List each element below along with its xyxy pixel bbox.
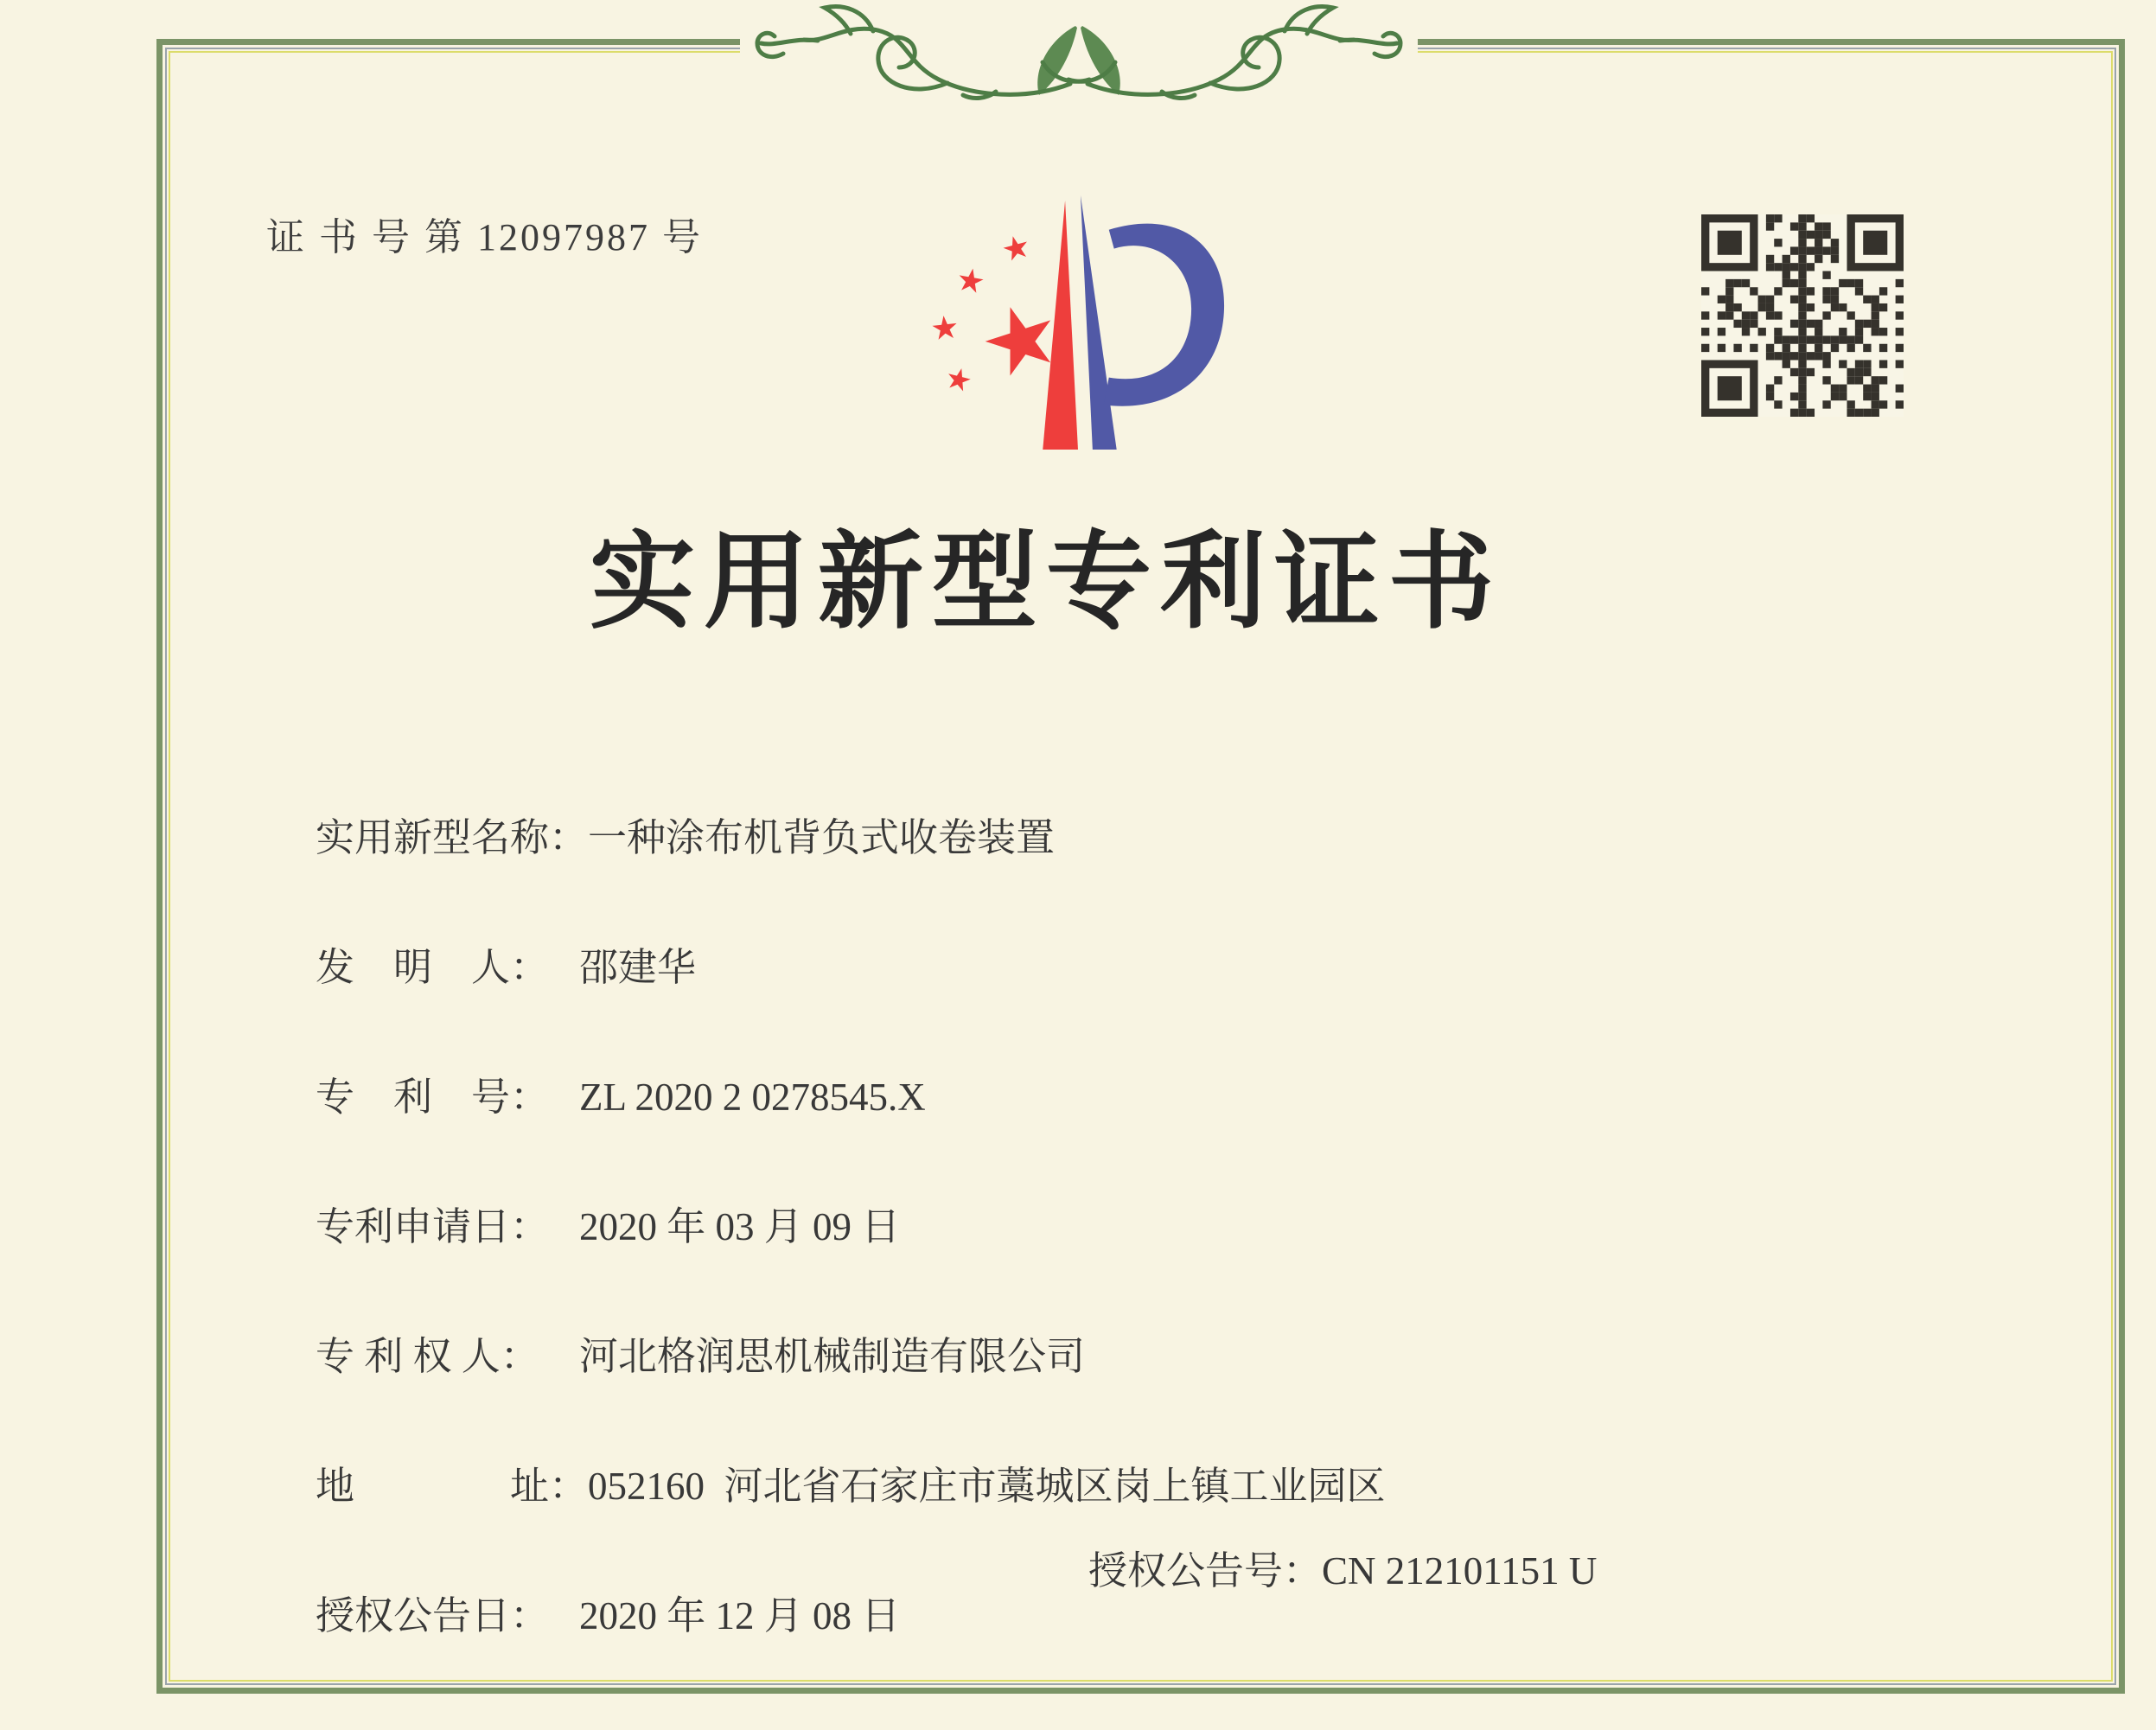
field-row-inventor — [277, 891, 2006, 1020]
field-row-filing-date — [277, 1150, 2006, 1280]
field-label: 实用新型名称： — [316, 816, 589, 859]
field-label: 专 利 权 人： — [316, 1335, 539, 1378]
field-row-name — [277, 761, 2006, 891]
certificate-fields — [277, 761, 2006, 1669]
field-value: 河北格润思机械制造有限公司 — [579, 1335, 1086, 1378]
field-row-address — [277, 1409, 2006, 1539]
field-value: 一种涂布机背负式收卷装置 — [588, 816, 1056, 859]
field-label: 发 明 人： — [316, 946, 550, 989]
field-value: 邵建华 — [579, 946, 697, 989]
field-label: 授权公告号： — [1088, 1549, 1323, 1593]
certificate-title: 实用新型专利证书 — [590, 525, 1502, 642]
field-value: 2020 年 03 月 09 日 — [579, 1205, 901, 1248]
green-scroll-ornament-icon — [740, 0, 1418, 102]
field-row-patentee — [277, 1280, 2006, 1409]
field-value: CN 212101151 U — [1322, 1549, 1598, 1593]
field-value: ZL 2020 2 0278545.X — [579, 1076, 926, 1119]
gazette-number-field — [1088, 1539, 1597, 1595]
certificate-number: 证 书 号 第 12097987 号 — [266, 216, 703, 259]
field-label: 授权公告日： — [316, 1594, 550, 1637]
field-label: 专利申请日： — [316, 1205, 550, 1248]
qr-code-icon — [1701, 214, 1904, 417]
field-label: 专 利 号： — [316, 1076, 550, 1119]
cnipa-patent-logo-icon — [915, 195, 1236, 453]
field-value: 052160 河北省石家庄市藁城区岗上镇工业园区 — [588, 1465, 1386, 1508]
field-label: 地 址： — [316, 1465, 589, 1508]
field-row-grant-date — [277, 1539, 2006, 1669]
field-row-patent-number — [277, 1020, 2006, 1150]
field-value: 2020 年 12 月 08 日 — [579, 1594, 901, 1637]
